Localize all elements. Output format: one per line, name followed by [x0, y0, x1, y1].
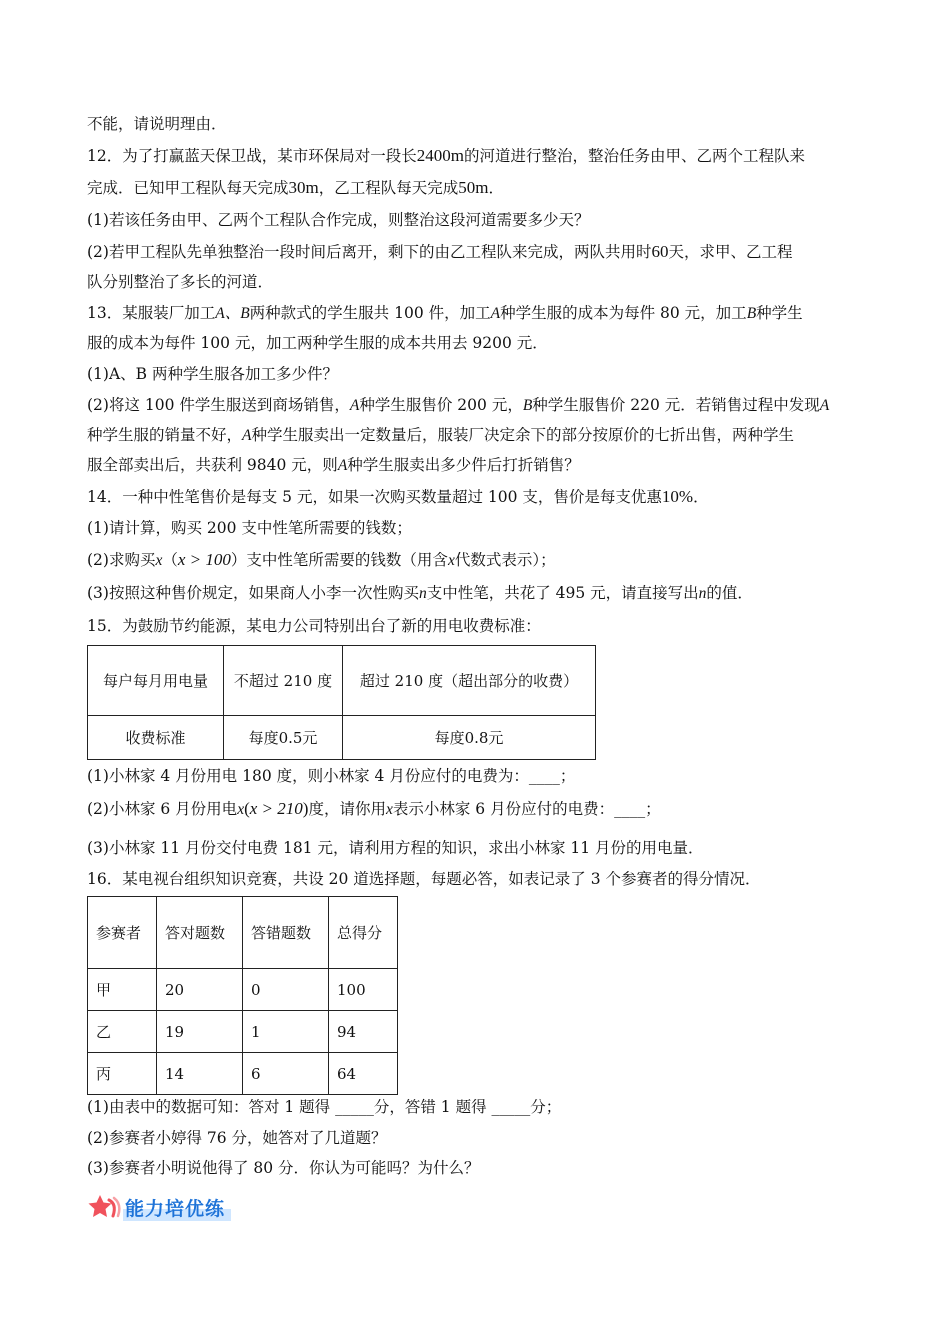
- text-line: (3)参赛者小明说他得了 80 分．你认为可能吗？为什么？: [87, 1159, 480, 1177]
- table-header-cell: 答错题数: [243, 897, 329, 969]
- section-banner: [87, 1192, 231, 1222]
- section-title: 能力培优练: [123, 1194, 231, 1221]
- text-line: 服全部卖出后，共获利 9840 元，则A种学生服卖出多少件后打折销售？: [87, 456, 580, 474]
- table-cell: 64: [329, 1053, 398, 1095]
- text-line: (2)小林家 6 月份用电x(x > 210)度，请你用x表示小林家 6 月份应付的电费：____；: [87, 799, 661, 818]
- text-line: (2)参赛者小婷得 76 分，她答对了几道题？: [87, 1129, 387, 1147]
- table-cell: 超过 210 度（超出部分的收费）: [343, 646, 596, 716]
- table-cell: 丙: [88, 1053, 157, 1095]
- question-14: 14．一种中性笔售价是每支 5 元，如果一次购买数量超过 100 支，售价是每支优惠10%．: [87, 487, 709, 506]
- table-row: [88, 1053, 398, 1095]
- table-cell: 100: [329, 969, 398, 1011]
- table-cell: 每度0.5元: [224, 716, 343, 760]
- table-cell: 不超过 210 度: [224, 646, 343, 716]
- question-16: 16．某电视台组织知识竞赛，共设 20 道选择题，每题必答，如表记录了 3 个参赛者的得分情况．: [87, 870, 761, 888]
- question-12: 12．为了打赢蓝天保卫战，某市环保局对一段长2400m的河道进行整治，整治任务由甲、乙两个工程队来: [87, 146, 805, 165]
- text-line: (1)由表中的数据可知：答对 1 题得 _____分，答错 1 题得 _____分；: [87, 1098, 562, 1116]
- star-icon: [87, 1192, 123, 1222]
- text-line: 种学生服的销量不好，A种学生服卖出一定数量后，服装厂决定余下的部分按原价的七折出售，两种学生: [87, 426, 794, 444]
- table-cell: 0: [243, 969, 329, 1011]
- text-line: (2)将这 100 件学生服送到商场销售，A种学生服售价 200 元，B种学生服售价 220 元．若销售过程中发现A: [87, 396, 830, 414]
- fee-table: [87, 645, 596, 760]
- table-cell: 收费标准: [88, 716, 224, 760]
- text-line: (2)若甲工程队先单独整治一段时间后离开，剩下的由乙工程队来完成，两队共用时60天，求甲、乙工程: [87, 242, 793, 261]
- text-line: 队分别整治了多长的河道．: [87, 273, 274, 291]
- text-line: (1)若该任务由甲、乙两个工程队合作完成，则整治这段河道需要多少天？: [87, 211, 590, 229]
- table-header-cell: 总得分: [329, 897, 398, 969]
- text-line: (3)按照这种售价规定，如果商人小李一次性购买n支中性笔，共花了 495 元，请直接写出n的值．: [87, 584, 753, 602]
- table-cell: 94: [329, 1011, 398, 1053]
- table-cell: 19: [157, 1011, 243, 1053]
- text-line: 完成．已知甲工程队每天完成30m，乙工程队每天完成50m．: [87, 178, 505, 197]
- text-line: 不能，请说明理由．: [87, 115, 227, 133]
- text-line: (3)小林家 11 月份交付电费 181 元，请利用方程的知识，求出小林家 11 月份的用电量．: [87, 839, 704, 857]
- table-row: [88, 969, 398, 1011]
- table-header-cell: 参赛者: [88, 897, 157, 969]
- question-15: 15．为鼓励节约能源，某电力公司特别出台了新的用电收费标准：: [87, 617, 541, 635]
- text-line: (1)请计算，购买 200 支中性笔所需要的钱数；: [87, 519, 412, 537]
- text-line: (1)小林家 4 月份用电 180 度，则小林家 4 月份应付的电费为：____；: [87, 767, 576, 785]
- table-row: [88, 1011, 398, 1053]
- table-cell: 1: [243, 1011, 329, 1053]
- table-cell: 6: [243, 1053, 329, 1095]
- text-line: (1)A、B 两种学生服各加工多少件？: [87, 365, 338, 383]
- table-header-cell: 答对题数: [157, 897, 243, 969]
- score-table: [87, 896, 398, 1095]
- table-cell: 20: [157, 969, 243, 1011]
- question-13: 13．某服装厂加工A、B两种款式的学生服共 100 件，加工A种学生服的成本为每件 80 元，加工B种学生: [87, 304, 803, 322]
- text-line: (2)求购买x（x > 100）支中性笔所需要的钱数（用含x代数式表示）；: [87, 550, 556, 569]
- table-cell: 14: [157, 1053, 243, 1095]
- text-line: 服的成本为每件 100 元，加工两种学生服的成本共用去 9200 元．: [87, 334, 548, 352]
- table-cell: 每户每月用电量: [88, 646, 224, 716]
- table-cell: 乙: [88, 1011, 157, 1053]
- table-cell: 每度0.8元: [343, 716, 596, 760]
- table-cell: 甲: [88, 969, 157, 1011]
